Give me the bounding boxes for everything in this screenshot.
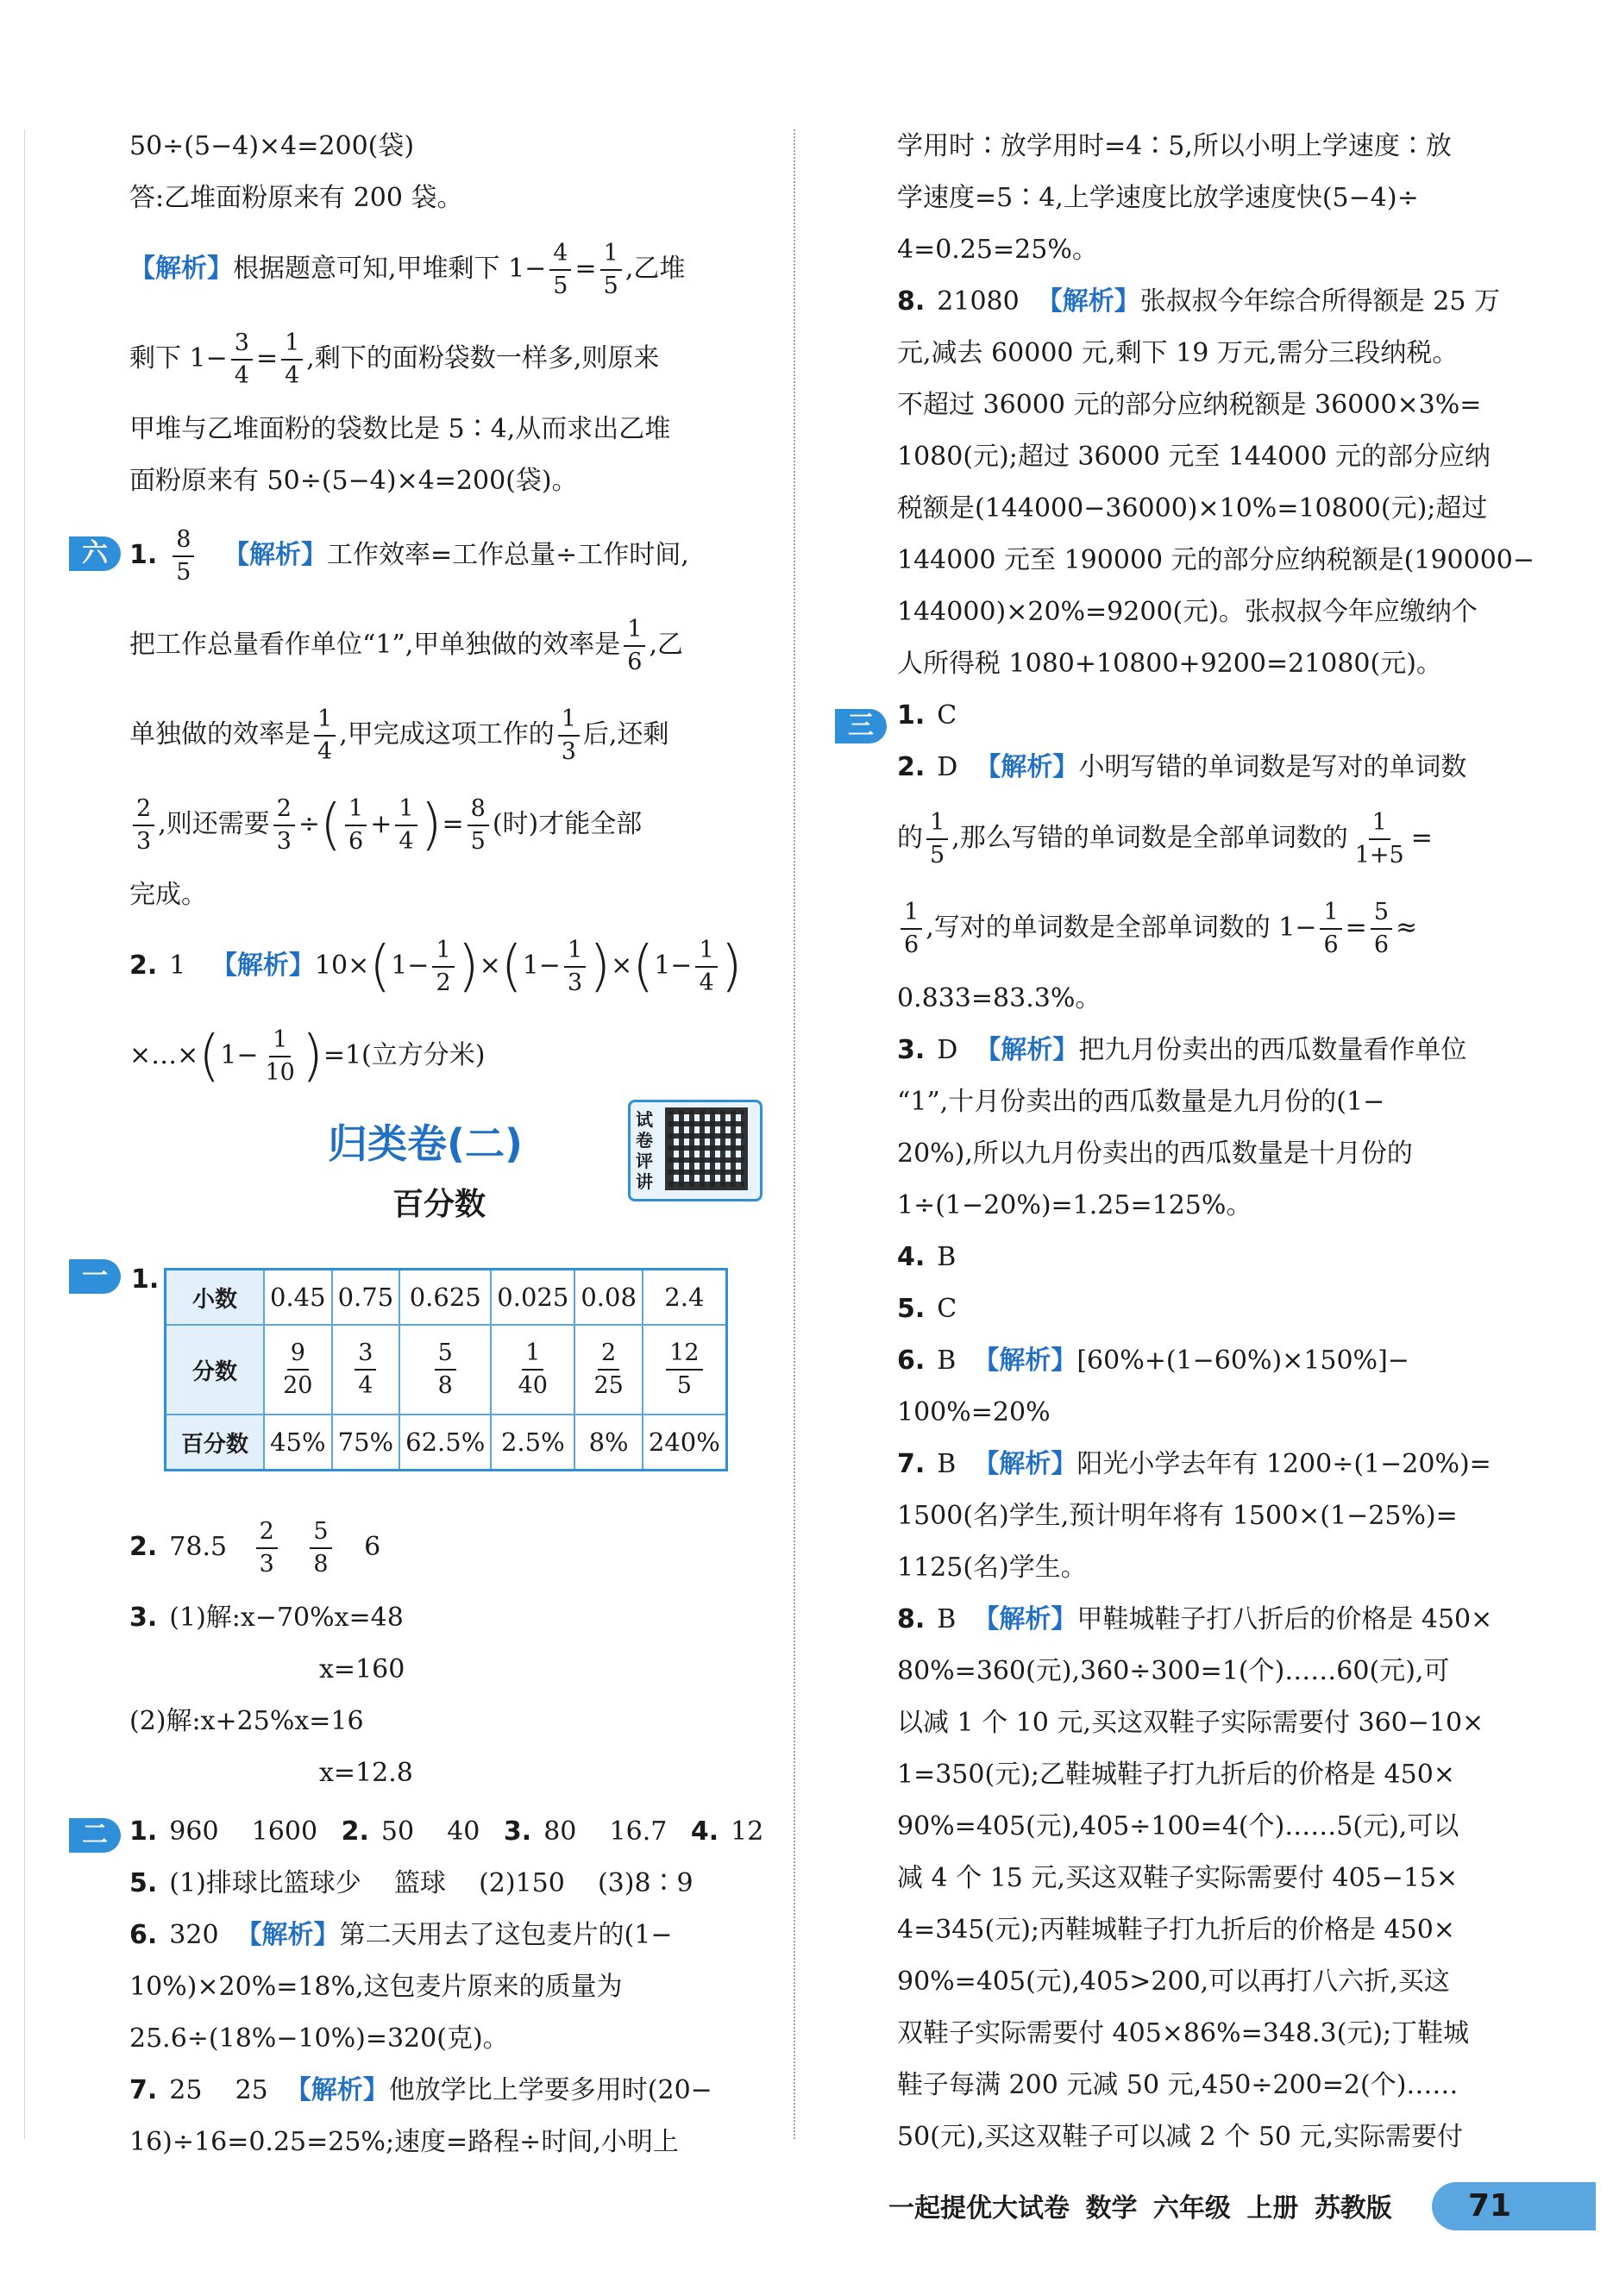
fraction [1371, 897, 1392, 961]
denominator: 4 [358, 1372, 373, 1399]
answer: B [937, 1242, 957, 1272]
fraction [695, 935, 717, 999]
text: 1− [391, 950, 430, 981]
text-line: 90%=405(元),405>200,可以再打八六折,买这 [897, 1967, 1450, 1997]
text: ,甲完成这项工作的 [339, 719, 555, 750]
section-badge-2: 二 [69, 1818, 121, 1853]
fraction [256, 1516, 278, 1580]
text: ,乙 [649, 630, 684, 660]
fraction [261, 1025, 298, 1088]
numerator: 2 [598, 1338, 619, 1371]
answer: 6 [364, 1532, 381, 1562]
right-paren: ) [457, 935, 480, 999]
numerator: 1 [1369, 807, 1390, 840]
question-number: 3. [129, 1603, 158, 1633]
question-number: 7. [129, 2075, 158, 2105]
fraction [345, 794, 367, 857]
numerator: 1 [1320, 897, 1341, 930]
question-line [129, 511, 763, 600]
text: 把工作总量看作单位“1”,甲单独做的效率是 [129, 630, 621, 660]
analysis-keyword: 【解析】 [975, 752, 1079, 782]
table-cell: 75% [332, 1415, 400, 1471]
text-line: x=160 [319, 1654, 405, 1684]
text-line [129, 1011, 763, 1101]
question-number: 2. [897, 752, 926, 782]
qr-code-panel[interactable] [628, 1100, 763, 1201]
answer: 21080 [937, 286, 1020, 317]
text-line: 1=350(元);乙鞋城鞋子打九折后的价格是 450× [897, 1760, 1455, 1790]
table-row [166, 1415, 727, 1471]
text-line: 鞋子每满 200 元减 50 元,450÷200=2(个)…… [897, 2070, 1459, 2100]
table-cell: 62.5% [399, 1415, 491, 1471]
answer: 12 [731, 1816, 764, 1847]
question-number: 4. [897, 1242, 926, 1272]
question-line [897, 1232, 1531, 1283]
fraction [133, 794, 154, 857]
fraction [600, 238, 622, 302]
denominator: 5 [603, 273, 618, 299]
denominator: 5 [930, 842, 945, 869]
fraction [468, 794, 489, 857]
table-cell: 0.025 [491, 1270, 574, 1326]
answer: 960 1600 [169, 1816, 318, 1847]
denominator: 6 [627, 649, 643, 675]
fraction [590, 1338, 626, 1402]
numerator: 4 [549, 238, 571, 271]
question-number: 5. [897, 1294, 926, 1324]
text-line: 完成。 [129, 880, 207, 910]
answer: D [937, 1035, 958, 1065]
question-number: 2. [341, 1816, 369, 1847]
text: (1)解:x−70%x=48 [169, 1603, 404, 1633]
question-number: 8. [897, 1604, 926, 1634]
table-cell [491, 1325, 574, 1415]
text: 后,还剩 [582, 719, 669, 750]
answer: C [937, 700, 957, 731]
numerator: 1 [600, 238, 622, 271]
answer: 1 [169, 950, 186, 981]
question-number: 3. [503, 1816, 532, 1847]
text-line: x=12.8 [319, 1758, 413, 1788]
denominator: 4 [699, 969, 714, 996]
answer: B [937, 1449, 957, 1479]
fraction [279, 1338, 316, 1402]
question-line [129, 2065, 763, 2117]
table-cell [574, 1325, 643, 1415]
analysis-keyword: 【解析】 [210, 950, 315, 981]
analysis-keyword: 【解析】 [223, 540, 328, 570]
numerator: 1 [624, 614, 645, 647]
text-line: 50÷(5−4)×4=200(袋) [129, 131, 415, 161]
text-line: 税额是(144000−36000)×10%=10800(元);超过 [897, 493, 1488, 524]
right-column [897, 121, 1535, 2163]
question-line [129, 1806, 763, 1858]
text-line: 144000)×20%=9200(元)。张叔叔今年应缴纳个 [897, 597, 1478, 627]
question-line [897, 1283, 1531, 1335]
fraction [515, 1338, 551, 1402]
row-header-fraction: 分数 [166, 1325, 265, 1415]
analysis-line [129, 314, 763, 404]
text-line: 学用时∶放学用时=4∶5,所以小明上学速度∶放 [897, 131, 1452, 161]
text: 剩下 1− [129, 343, 228, 373]
text: (1)排球比篮球少 篮球 (2)150 (3)8∶9 [169, 1868, 694, 1898]
row-header-percent: 百分数 [166, 1415, 265, 1471]
question-number: 1. [131, 1264, 160, 1295]
section-title: 归类卷(二) [328, 1120, 524, 1167]
question-number: 7. [897, 1449, 926, 1479]
text-line: 16)÷16=0.25=25%;速度=路程÷时间,小明上 [129, 2127, 679, 2157]
question-line [129, 1858, 763, 1910]
numerator: 5 [310, 1516, 331, 1549]
text-line: 甲堆与乙堆面粉的袋数比是 5∶4,从而求出乙堆 [129, 414, 671, 444]
page-number: 71 [1432, 2182, 1596, 2230]
numerator: 1 [345, 794, 367, 826]
question-line [129, 1592, 763, 1644]
text-line: 1500(名)学生,预计明年将有 1500×(1−25%)= [897, 1501, 1458, 1531]
numerator: 1 [395, 794, 417, 826]
text-line [897, 794, 1531, 883]
qr-label: 试卷评讲 [636, 1109, 653, 1192]
section-badge-1: 一 [69, 1259, 121, 1294]
denominator: 4 [234, 362, 249, 389]
text: =1(立方分米) [323, 1040, 486, 1070]
numerator: 5 [435, 1338, 456, 1371]
text-line: 144000 元至 190000 元的部分应纳税额是(190000− [897, 545, 1535, 575]
answer: D [937, 752, 958, 782]
answer: 80 16.7 [543, 1816, 668, 1847]
fraction [281, 328, 303, 392]
text-line: 4=0.25=25%。 [897, 235, 1098, 265]
numerator: 3 [231, 328, 253, 361]
question-number: 8. [897, 286, 926, 317]
denominator: 5 [553, 273, 568, 299]
question-line [897, 1594, 1531, 1646]
question-number: 1. [897, 700, 926, 731]
text: 1− [220, 1040, 259, 1070]
numerator: 1 [314, 704, 336, 737]
denominator: 5 [676, 1372, 692, 1399]
analysis-keyword: 【解析】 [973, 1604, 1077, 1634]
answer: 25 25 [169, 2075, 268, 2105]
text: 工作效率=工作总量÷工作时间, [327, 540, 689, 570]
operator: × [611, 950, 633, 981]
left-paren: ( [632, 935, 655, 999]
numerator: 2 [133, 794, 154, 826]
text: [60%+(1−60%)×150%]− [1076, 1346, 1409, 1376]
qr-code-icon[interactable] [665, 1107, 748, 1190]
operator: = [442, 809, 464, 839]
fraction [432, 935, 454, 999]
numerator: 2 [273, 794, 295, 826]
denominator: 8 [313, 1551, 329, 1578]
denominator: 1+5 [1354, 842, 1404, 869]
fraction [355, 1338, 376, 1402]
denominator: 6 [1373, 932, 1389, 958]
text: = [1345, 913, 1367, 943]
denominator: 8 [437, 1372, 453, 1399]
table-cell [643, 1325, 726, 1415]
text: = [255, 343, 279, 373]
numerator: 1 [522, 1338, 543, 1371]
text-line: 学速度=5∶4,上学速度比放学速度快(5−4)÷ [897, 183, 1419, 213]
fraction [549, 238, 571, 302]
answer: B [937, 1346, 957, 1376]
conversion-table [164, 1268, 728, 1471]
table-cell: 0.45 [264, 1270, 332, 1326]
page-edge-line [24, 129, 25, 2139]
text-line: 1÷(1−20%)=1.25=125%。 [897, 1190, 1252, 1220]
denominator: 40 [518, 1372, 548, 1399]
text: 10× [314, 950, 370, 981]
text-line: 以减 1 个 10 元,买这双鞋子实际需要付 360−10× [897, 1708, 1484, 1738]
denominator: 5 [470, 828, 486, 855]
text-line: 10%)×20%=18%,这包麦片原来的质量为 [129, 1972, 623, 2002]
numerator: 1 [901, 897, 922, 930]
fraction [1320, 897, 1341, 961]
denominator: 10 [265, 1059, 295, 1086]
text-line: 4=345(元);丙鞋城鞋子打九折后的价格是 450× [897, 1915, 1455, 1945]
table-cell: 45% [264, 1415, 332, 1471]
question-number: 6. [129, 1920, 158, 1950]
fraction [395, 794, 417, 857]
left-column-lower [129, 1502, 763, 2168]
answer: 50 40 [380, 1816, 480, 1847]
text: 第二天用去了这包麦片的(1− [339, 1920, 673, 1950]
question-line [129, 1502, 763, 1592]
question-line [129, 921, 763, 1011]
fraction [273, 794, 295, 857]
answer: 78.5 [169, 1532, 228, 1562]
question-number: 4. [690, 1816, 719, 1847]
analysis-line [129, 224, 763, 314]
analysis-keyword: 【解析】 [235, 1920, 340, 1950]
text: ×…× [129, 1040, 199, 1070]
left-column [129, 121, 763, 1101]
denominator: 6 [904, 932, 919, 958]
analysis-keyword: 【解析】 [129, 254, 233, 284]
table-cell: 0.625 [399, 1270, 491, 1326]
fraction [901, 897, 922, 961]
fraction [926, 807, 948, 871]
text: ,则还需要 [158, 809, 270, 839]
denominator: 6 [348, 828, 364, 855]
text-line: 不超过 36000 元的部分应纳税额是 36000×3%= [897, 390, 1482, 420]
text-line: 人所得税 1080+10800+9200=21080(元)。 [897, 649, 1442, 679]
text-line [129, 780, 763, 869]
text-line [129, 690, 763, 780]
question-number: 1. [129, 1816, 158, 1847]
denominator: 5 [176, 559, 191, 586]
analysis-keyword: 【解析】 [1036, 286, 1140, 317]
denominator: 3 [567, 969, 583, 996]
numerator: 1 [558, 704, 580, 737]
numerator: 12 [666, 1338, 702, 1371]
question-line [897, 1025, 1531, 1076]
left-paren: ( [320, 794, 342, 857]
denominator: 25 [593, 1372, 624, 1399]
numerator: 3 [355, 1338, 376, 1371]
operator: ÷ [298, 809, 321, 839]
question-number: 2. [129, 1532, 158, 1562]
table-cell: 0.08 [574, 1270, 643, 1326]
text-line: 双鞋子实际需要付 405×86%=348.3(元);丁鞋城 [897, 2018, 1470, 2048]
numerator: 8 [468, 794, 489, 826]
fraction [314, 704, 336, 768]
text-line: 80%=360(元),360÷300=1(个)……60(元),可 [897, 1656, 1450, 1686]
left-paren: ( [500, 935, 523, 999]
table-cell [264, 1325, 332, 1415]
numerator: 9 [287, 1338, 309, 1371]
denominator: 4 [317, 738, 333, 765]
section-badge-3: 三 [835, 709, 887, 743]
table-cell: 8% [574, 1415, 643, 1471]
denominator: 3 [276, 828, 292, 855]
numerator: 1 [269, 1025, 291, 1057]
column-divider [794, 129, 795, 2139]
left-paren: ( [198, 1025, 221, 1088]
table-row [166, 1325, 727, 1415]
answer-line: 答:乙堆面粉原来有 200 袋。 [129, 183, 463, 213]
text-line: “1”,十月份卖出的西瓜数量是九月份的(1− [897, 1087, 1385, 1117]
question-number: 3. [897, 1035, 926, 1065]
right-paren: ) [720, 935, 743, 999]
text: ,乙堆 [624, 254, 686, 284]
fraction [231, 328, 253, 392]
text-line: 减 4 个 15 元,买这双鞋子实际需要付 405−15× [897, 1863, 1459, 1893]
question-line [129, 1910, 763, 1961]
question-number: 1. [129, 540, 158, 570]
answer: C [937, 1294, 957, 1324]
right-paren: ) [420, 794, 442, 857]
answer-fraction [173, 524, 194, 588]
numerator: 5 [1371, 897, 1392, 930]
right-paren: ) [589, 935, 612, 999]
footer-book-title: 一起提优大试卷 数学 六年级 上册 苏教版 [888, 2193, 1392, 2224]
text: ,那么写错的单词数是全部单词数的 [951, 823, 1348, 853]
fraction [310, 1516, 331, 1580]
table-cell: 2.4 [643, 1270, 726, 1326]
denominator: 6 [1323, 932, 1339, 958]
denominator: 3 [136, 828, 152, 855]
table-cell [332, 1325, 400, 1415]
text-line: 100%=20% [897, 1397, 1051, 1427]
text: = [574, 254, 597, 284]
fraction [435, 1338, 456, 1402]
text: ≈ [1396, 913, 1418, 943]
text: 张叔叔今年综合所得额是 25 万 [1139, 286, 1500, 317]
denominator: 2 [436, 969, 451, 996]
left-paren: ( [369, 935, 392, 999]
text-line: (2)解:x+25%x=16 [129, 1706, 364, 1736]
numerator: 1 [926, 807, 948, 840]
fraction [558, 704, 580, 768]
text-line: 1125(名)学生。 [897, 1553, 1087, 1583]
text: 单独做的效率是 [129, 719, 311, 750]
question-line [897, 742, 1531, 794]
text: 他放学比上学要多用时(20− [388, 2075, 712, 2105]
text: 把九月份卖出的西瓜数量看作单位 [1078, 1035, 1467, 1065]
fraction [564, 935, 586, 999]
text-line: 0.833=83.3%。 [897, 983, 1101, 1013]
question-line [897, 690, 1531, 742]
text: = [1410, 823, 1433, 853]
row-header-decimal: 小数 [166, 1270, 265, 1326]
text: 1− [522, 950, 561, 981]
table-cell: 0.75 [332, 1270, 400, 1326]
text: 1− [654, 950, 693, 981]
section-subtitle: 百分数 [392, 1187, 486, 1222]
table-cell: 240% [643, 1415, 726, 1471]
text: 阳光小学去年有 1200÷(1−20%)= [1076, 1449, 1491, 1479]
analysis-keyword: 【解析】 [285, 2075, 389, 2105]
question-line [897, 1439, 1531, 1490]
question-line [897, 1335, 1531, 1387]
question-number: 2. [129, 950, 158, 981]
section-badge-6: 六 [69, 536, 121, 571]
table-cell [399, 1325, 491, 1415]
numerator: 1 [432, 935, 454, 968]
denominator: 4 [399, 828, 414, 855]
denominator: 3 [561, 738, 576, 765]
numerator: 2 [256, 1516, 278, 1549]
text-line [129, 600, 763, 690]
text-line: 面粉原来有 50÷(5−4)×4=200(袋)。 [129, 466, 578, 496]
text-line: 元,减去 60000 元,剩下 19 万元,需分三段纳税。 [897, 338, 1459, 368]
text: 甲鞋城鞋子打八折后的价格是 450× [1076, 1604, 1493, 1634]
question-number: 6. [897, 1346, 926, 1376]
text-line: 90%=405(元),405÷100=4(个)……5(元),可以 [897, 1811, 1459, 1841]
text-line: 25.6÷(18%−10%)=320(克)。 [129, 2023, 509, 2054]
text: (时)才能全部 [492, 809, 643, 839]
fraction [624, 614, 645, 678]
answer: B [937, 1604, 957, 1634]
text-line: 1080(元);超过 36000 元至 144000 元的部分应纳 [897, 442, 1491, 472]
fraction [1352, 807, 1408, 871]
text: ,写对的单词数是全部单词数的 1− [926, 913, 1317, 943]
text: 根据题意可知,甲堆剩下 1− [233, 254, 547, 284]
text-line [897, 883, 1531, 973]
table-row [166, 1270, 727, 1326]
operator: × [479, 950, 501, 981]
analysis-keyword: 【解析】 [975, 1035, 1079, 1065]
numerator: 8 [173, 524, 194, 557]
analysis-keyword: 【解析】 [973, 1346, 1077, 1376]
analysis-keyword: 【解析】 [973, 1449, 1077, 1479]
operator: + [370, 809, 392, 839]
numerator: 1 [281, 328, 303, 361]
denominator: 3 [259, 1551, 274, 1578]
fraction [666, 1338, 702, 1402]
question-line [897, 276, 1531, 328]
question-number: 5. [129, 1868, 158, 1898]
text: 小明写错的单词数是写对的单词数 [1078, 752, 1467, 782]
text: ,剩下的面粉袋数一样多,则原来 [306, 343, 660, 373]
right-paren: ) [301, 1025, 323, 1088]
text: 的 [897, 823, 923, 853]
text-line: 50(元),买这双鞋子可以减 2 个 50 元,实际需要付 [897, 2122, 1464, 2152]
denominator: 4 [285, 362, 300, 389]
answer: 320 [169, 1920, 219, 1950]
denominator: 20 [283, 1372, 313, 1399]
numerator: 1 [695, 935, 717, 968]
numerator: 1 [564, 935, 586, 968]
table-cell: 2.5% [491, 1415, 574, 1471]
text-line: 20%),所以九月份卖出的西瓜数量是十月份的 [897, 1139, 1413, 1169]
